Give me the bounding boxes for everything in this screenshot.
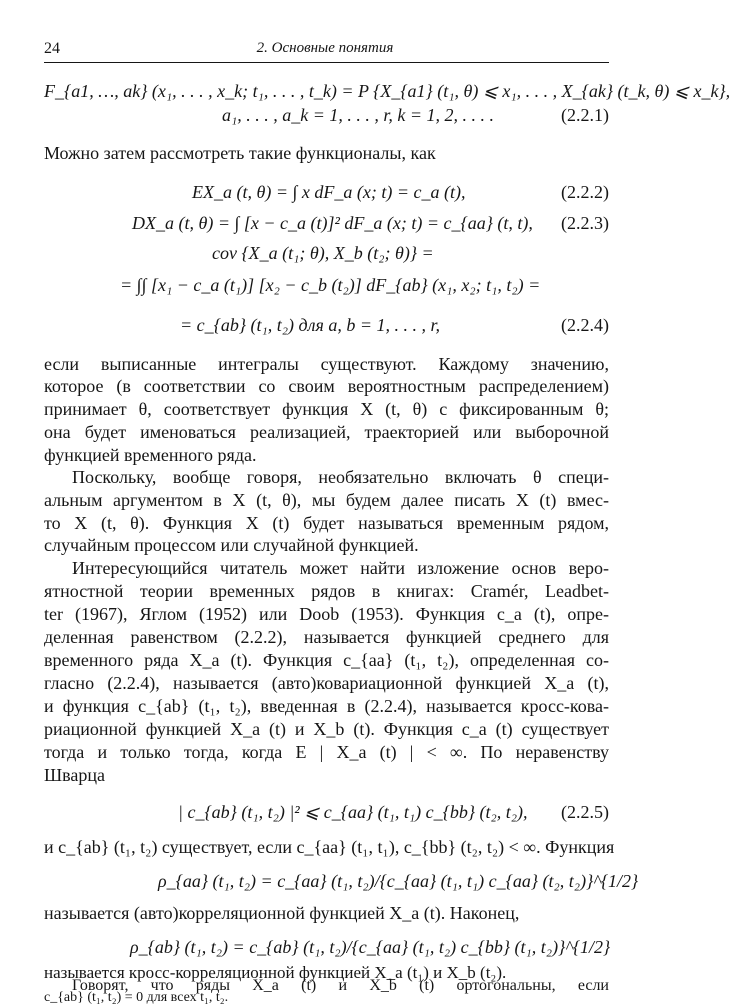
text-line: Интересующийся читатель может найти изложение основ веро- bbox=[72, 558, 609, 578]
header-rule bbox=[44, 62, 609, 63]
text-line: Можно затем рассмотреть такие функционалы, как bbox=[44, 143, 436, 163]
formula-line: = ∫∫ [x₁ − c_a (t₁)] [x₂ − c_b (t₂)] dF_{ab} (x₁, x₂; t₁, t₂) = bbox=[120, 275, 541, 295]
formula-line: DX_a (t, θ) = ∫ [x − c_a (t)]² dF_a (x; t) = c_{aa} (t, t), bbox=[132, 213, 533, 233]
formula-line: EX_a (t, θ) = ∫ x dF_a (x; t) = c_a (t), bbox=[192, 182, 466, 202]
text-line: то X (t, θ). Функция X (t) будет называться временным рядом, bbox=[44, 513, 609, 533]
text-line: временного ряда X_a (t). Функция c_{aa} (t₁, t₂), определенная со- bbox=[44, 650, 609, 670]
text-line: и c_{ab} (t₁, t₂) существует, если c_{aa} (t₁, t₁), c_{bb} (t₂, t₂) < ∞. Функция bbox=[44, 837, 615, 857]
text-line: ятностной теории временных рядов в книгах: Cramér, Leadbet- bbox=[44, 581, 609, 601]
text-line: Говорят, что ряды X_a (t) и X_b (t) ортогональны, если bbox=[72, 977, 609, 994]
text-line: ter (1967), Яглом (1952) или Doob (1953). Функция c_a (t), опре- bbox=[44, 604, 609, 624]
text-line: и функция c_{ab} (t₁, t₂), введенная в (2.2.4), называется кросс-кова- bbox=[44, 696, 609, 716]
text-line: Шварца bbox=[44, 765, 106, 785]
text-line: риационной функцией X_a (t) и X_b (t). Функция c_a (t) существует bbox=[44, 719, 609, 739]
text-line: тогда и только тогда, когда E | X_a (t) | < ∞. По неравенству bbox=[44, 742, 609, 762]
text-line: гласно (2.2.4), называется (авто)ковариационной функцией X_a (t), bbox=[44, 673, 609, 693]
text-line: c_{ab} (t₁, t₂) = 0 для всех t₁, t₂. bbox=[44, 990, 229, 1005]
page-number: 24 bbox=[44, 40, 60, 57]
text-line: называется (авто)корреляционной функцией X_a (t). Наконец, bbox=[44, 903, 520, 923]
text-line: называется кросс-корреляционной функцией X_a (t₁) и X_b (t₂). bbox=[44, 963, 507, 982]
equation-number: (2.2.5) bbox=[561, 802, 609, 822]
formula-line: ρ_{aa} (t₁, t₂) = c_{aa} (t₁, t₂)/{c_{aa} (t₁, t₁) c_{aa} (t₂, t₂)}^{1/2} bbox=[158, 871, 639, 891]
formula-line: a₁, . . . , a_k = 1, . . . , r, k = 1, 2, . . . . bbox=[222, 105, 495, 125]
formula-line: F_{a1, …, ak} (x₁, . . . , x_k; t₁, . . . , t_k) = P {X_{a1} (t₁, θ) ⩽ x₁, . . . , X_{ak} (t_k, θ) ⩽ x_k}, bbox=[44, 81, 730, 101]
equation-number: (2.2.3) bbox=[561, 213, 609, 233]
equation-number: (2.2.1) bbox=[561, 105, 609, 125]
equation-number: (2.2.2) bbox=[561, 182, 609, 202]
formula-line: cov {X_a (t₁; θ), X_b (t₂; θ)} = bbox=[212, 243, 434, 263]
formula-line: = c_{ab} (t₁, t₂) для a, b = 1, . . . , r, bbox=[180, 315, 441, 335]
text-line: альным аргументом в X (t, θ), мы будем далее писать X (t) вмес- bbox=[44, 490, 609, 510]
text-line: которое (в соответствии со своим вероятностным распределением) bbox=[44, 376, 609, 396]
formula-line: | c_{ab} (t₁, t₂) |² ⩽ c_{aa} (t₁, t₁) c_{bb} (t₂, t₂), bbox=[178, 802, 528, 822]
text-line: она будет именоваться реализацией, траекторией или выборочной bbox=[44, 422, 609, 442]
text-line: Поскольку, вообще говоря, необязательно включать θ специ- bbox=[72, 467, 609, 487]
formula-line: ρ_{ab} (t₁, t₂) = c_{ab} (t₁, t₂)/{c_{aa} (t₁, t₂) c_{bb} (t₁, t₂)}^{1/2} bbox=[130, 937, 611, 957]
text-line: принимает θ, соответствует функция X (t, θ) с фиксированным θ; bbox=[44, 399, 609, 419]
text-line: случайным процессом или случайной функцией. bbox=[44, 535, 419, 555]
text-line: если выписанные интегралы существуют. Каждому значению, bbox=[44, 354, 609, 374]
text-line: деленная равенством (2.2.2), называется функцией среднего для bbox=[44, 627, 609, 647]
equation-number: (2.2.4) bbox=[561, 315, 609, 335]
text-line: функцией временного ряда. bbox=[44, 445, 257, 465]
running-header-title: 2. Основные понятия bbox=[256, 40, 394, 56]
